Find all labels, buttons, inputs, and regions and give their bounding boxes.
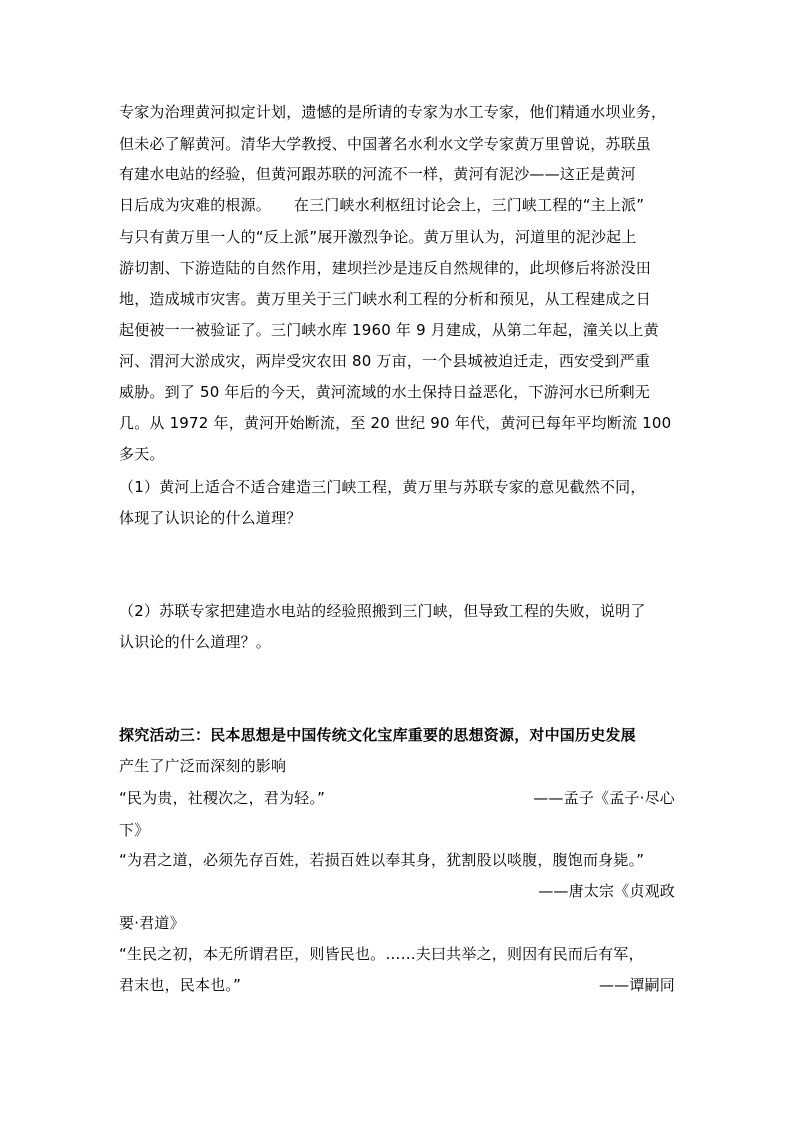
question-2-cont: 认识论的什么道理？。 (119, 633, 272, 651)
quote-1-row (119, 788, 675, 808)
passage-line: 与只有黄万里一人的“反上派”展开激烈争论。黄万里认为，河道里的泥沙起上 (119, 228, 637, 246)
passage-line: 地，造成城市灾害。黄万里关于三门峡水利工程的分析和预见，从工程建成之日 (119, 290, 652, 308)
passage-line: 起便被一一被验证了。三门峡水库 1960 年 9 月建成，从第二年起，潼关以上黄 (119, 321, 659, 339)
quote-1-source: ——孟子《孟子·尽心 (533, 789, 675, 807)
quote-1-text: “民为贵，社稷次之，君为轻。” (119, 789, 326, 807)
passage-line: 有建水电站的经验，但黄河跟苏联的河流不一样，黄河有泥沙——这正是黄河 (119, 165, 636, 183)
activity-heading: 探究活动三：民本思想是中国传统文化宝库重要的思想资源，对中国历史发展 (119, 726, 636, 744)
passage-line: 多天。 (119, 445, 165, 463)
quote-3-text-cont: 君末也，民本也。” (119, 976, 242, 994)
question-2: （2）苏联专家把建造水电站的经验照搬到三门峡，但导致工程的失败，说明了 (119, 602, 646, 620)
quote-1-source-cont: 下》 (119, 821, 150, 839)
passage-line: 河、渭河大淤成灾，两岸受灾农田 80 万亩，一个县城被迫迁走，西安受到严重 (119, 352, 651, 370)
question-1: （1）黄河上适合不适合建造三门峡工程，黄万里与苏联专家的意见截然不同， (119, 478, 646, 496)
activity-heading-cont: 产生了广泛而深刻的影响 (119, 757, 287, 775)
passage-line: 专家为治理黄河拟定计划，遗憾的是所请的专家为水工专家，他们精通水坝业务， (119, 103, 667, 121)
quote-3-source: ——谭嗣同 (598, 976, 675, 994)
quote-2-source-cont: 要·君道》 (119, 914, 185, 932)
passage-line: 日后成为灾难的根源。 在三门峡水利枢纽讨论会上，三门峡工程的“主上派” (119, 196, 645, 214)
passage-line: 游切割、下游造陆的自然作用，建坝拦沙是违反自然规律的，此坝修后将淤没田 (119, 259, 652, 277)
passage-line: 几。从 1972 年，黄河开始断流，至 20 世纪 90 年代，黄河已每年平均断流 100 (119, 414, 672, 432)
passage-line: 但未必了解黄河。清华大学教授、中国著名水利水文学专家黄万里曾说，苏联虽 (119, 135, 652, 153)
quote-2-source: ——唐太宗《贞观政 (538, 882, 675, 900)
passage-line: 威胁。到了 50 年后的今天，黄河流域的水土保持日益恶化，下游河水已所剩无 (119, 383, 651, 401)
quote-3-row (119, 975, 675, 995)
question-1-cont: 体现了认识论的什么道理？ (119, 509, 302, 527)
quote-3-text: “生民之初，本无所谓君臣，则皆民也。……夫曰共举之，则因有民而后有军， (119, 945, 644, 963)
quote-2-text: “为君之道，必须先存百姓，若损百姓以奉其身，犹割股以啖腹，腹饱而身毙。” (119, 851, 645, 869)
